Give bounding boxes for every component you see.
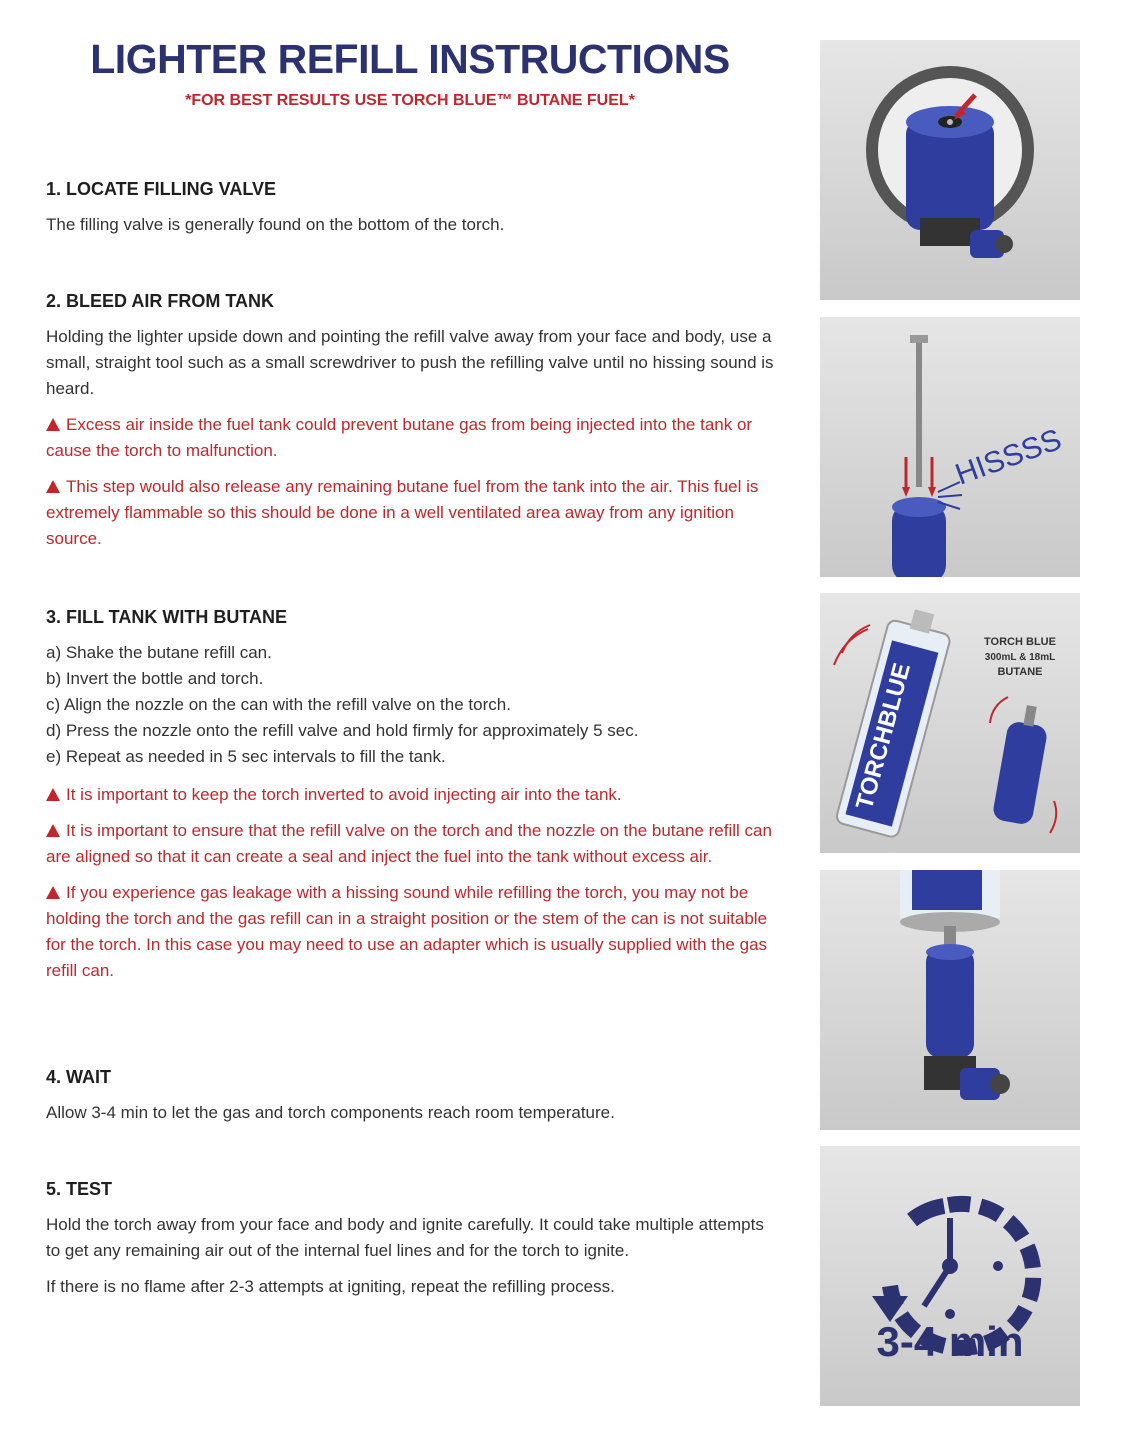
- can-brand-text: TORCHBLUE: [850, 660, 916, 813]
- butane-can-icon: [820, 593, 1080, 853]
- section-locate-valve: [46, 178, 776, 248]
- illustration-timer: [820, 1146, 1080, 1406]
- section-paragraph: Allow 3-4 min to let the gas and torch components reach room temperature.: [46, 1103, 615, 1122]
- hiss-text: HISSSS: [951, 422, 1066, 492]
- fill-steps-list: [46, 640, 776, 770]
- warning-text: [46, 818, 776, 870]
- list-item: b) Invert the bottle and torch.: [46, 669, 264, 688]
- magnifier-valve-icon: [820, 40, 1080, 300]
- refill-torch-icon: [820, 870, 1080, 1130]
- section-heading: 3. FILL TANK WITH BUTANE: [46, 607, 287, 627]
- screwdriver-bleed-icon: [820, 317, 1080, 577]
- warning-text: [46, 880, 776, 984]
- list-item: a) Shake the butane refill can.: [46, 643, 272, 662]
- section-heading: 2. BLEED AIR FROM TANK: [46, 291, 274, 311]
- illustration-locate-valve: [820, 40, 1080, 300]
- can-label-line: BUTANE: [997, 666, 1043, 678]
- timer-label: 3-4 min: [876, 1318, 1024, 1365]
- warning-text: [46, 474, 776, 552]
- can-label-line: 300mL & 18mL: [984, 652, 1056, 663]
- timer-icon: [820, 1146, 1080, 1406]
- warning-triangle-icon: [46, 886, 60, 899]
- illustration-bleed-air: [820, 317, 1080, 577]
- warning-triangle-icon: [46, 824, 60, 837]
- warning-label: It is important to keep the torch inverted to avoid injecting air into the tank.: [66, 785, 622, 804]
- illustration-refill-torch: [820, 870, 1080, 1130]
- page-title: LIGHTER REFILL INSTRUCTIONS: [90, 36, 730, 82]
- illustration-butane-can: [820, 593, 1080, 853]
- section-test: [46, 1178, 776, 1310]
- section-fill-tank: [46, 606, 776, 994]
- list-item: c) Align the nozzle on the can with the refill valve on the torch.: [46, 695, 511, 714]
- page-subtitle: *FOR BEST RESULTS USE TORCH BLUE™ BUTANE FUEL*: [185, 92, 635, 109]
- warning-triangle-icon: [46, 788, 60, 801]
- warning-text: [46, 782, 776, 808]
- section-paragraph: If there is no flame after 2-3 attempts at igniting, repeat the refilling process.: [46, 1277, 615, 1296]
- section-wait: [46, 1066, 776, 1136]
- list-item: d) Press the nozzle onto the refill valve and hold firmly for approximately 5 sec.: [46, 721, 639, 740]
- list-item: e) Repeat as needed in 5 sec intervals to fill the tank.: [46, 747, 446, 766]
- section-paragraph: Holding the lighter upside down and pointing the refill valve away from your face and body, use a small, straight tool such as a small screwdriver to push the refilling valve until no hissing sound is heard.: [46, 327, 774, 398]
- can-label-line: TORCH BLUE: [984, 636, 1056, 648]
- section-heading: 4. WAIT: [46, 1067, 112, 1087]
- warning-label: It is important to ensure that the refill valve on the torch and the nozzle on the butane refill can are aligned so that it can create a seal and inject the fuel into the tank without excess air.: [46, 821, 772, 866]
- section-heading: 1. LOCATE FILLING VALVE: [46, 179, 277, 199]
- warning-label: Excess air inside the fuel tank could prevent butane gas from being injected into the tank or cause the torch to malfunction.: [46, 415, 753, 460]
- section-paragraph: The filling valve is generally found on the bottom of the torch.: [46, 215, 505, 234]
- warning-text: [46, 412, 776, 464]
- warning-triangle-icon: [46, 418, 60, 431]
- section-paragraph: Hold the torch away from your face and body and ignite carefully. It could take multiple attempts to get any remaining air out of the internal fuel lines and for the torch to ignite.: [46, 1215, 764, 1260]
- warning-label: This step would also release any remaining butane fuel from the tank into the air. This fuel is extremely flammable so this should be done in a well ventilated area away from any ignition source.: [46, 477, 759, 548]
- warning-triangle-icon: [46, 480, 60, 493]
- section-heading: 5. TEST: [46, 1179, 113, 1199]
- warning-label: If you experience gas leakage with a hissing sound while refilling the torch, you may not be holding the torch and the gas refill can in a straight position or the stem of the can is not suitable for the torch. In this case you may need to use an adapter which is usually supplied with the gas refill can.: [46, 883, 768, 980]
- section-bleed-air: [46, 290, 776, 562]
